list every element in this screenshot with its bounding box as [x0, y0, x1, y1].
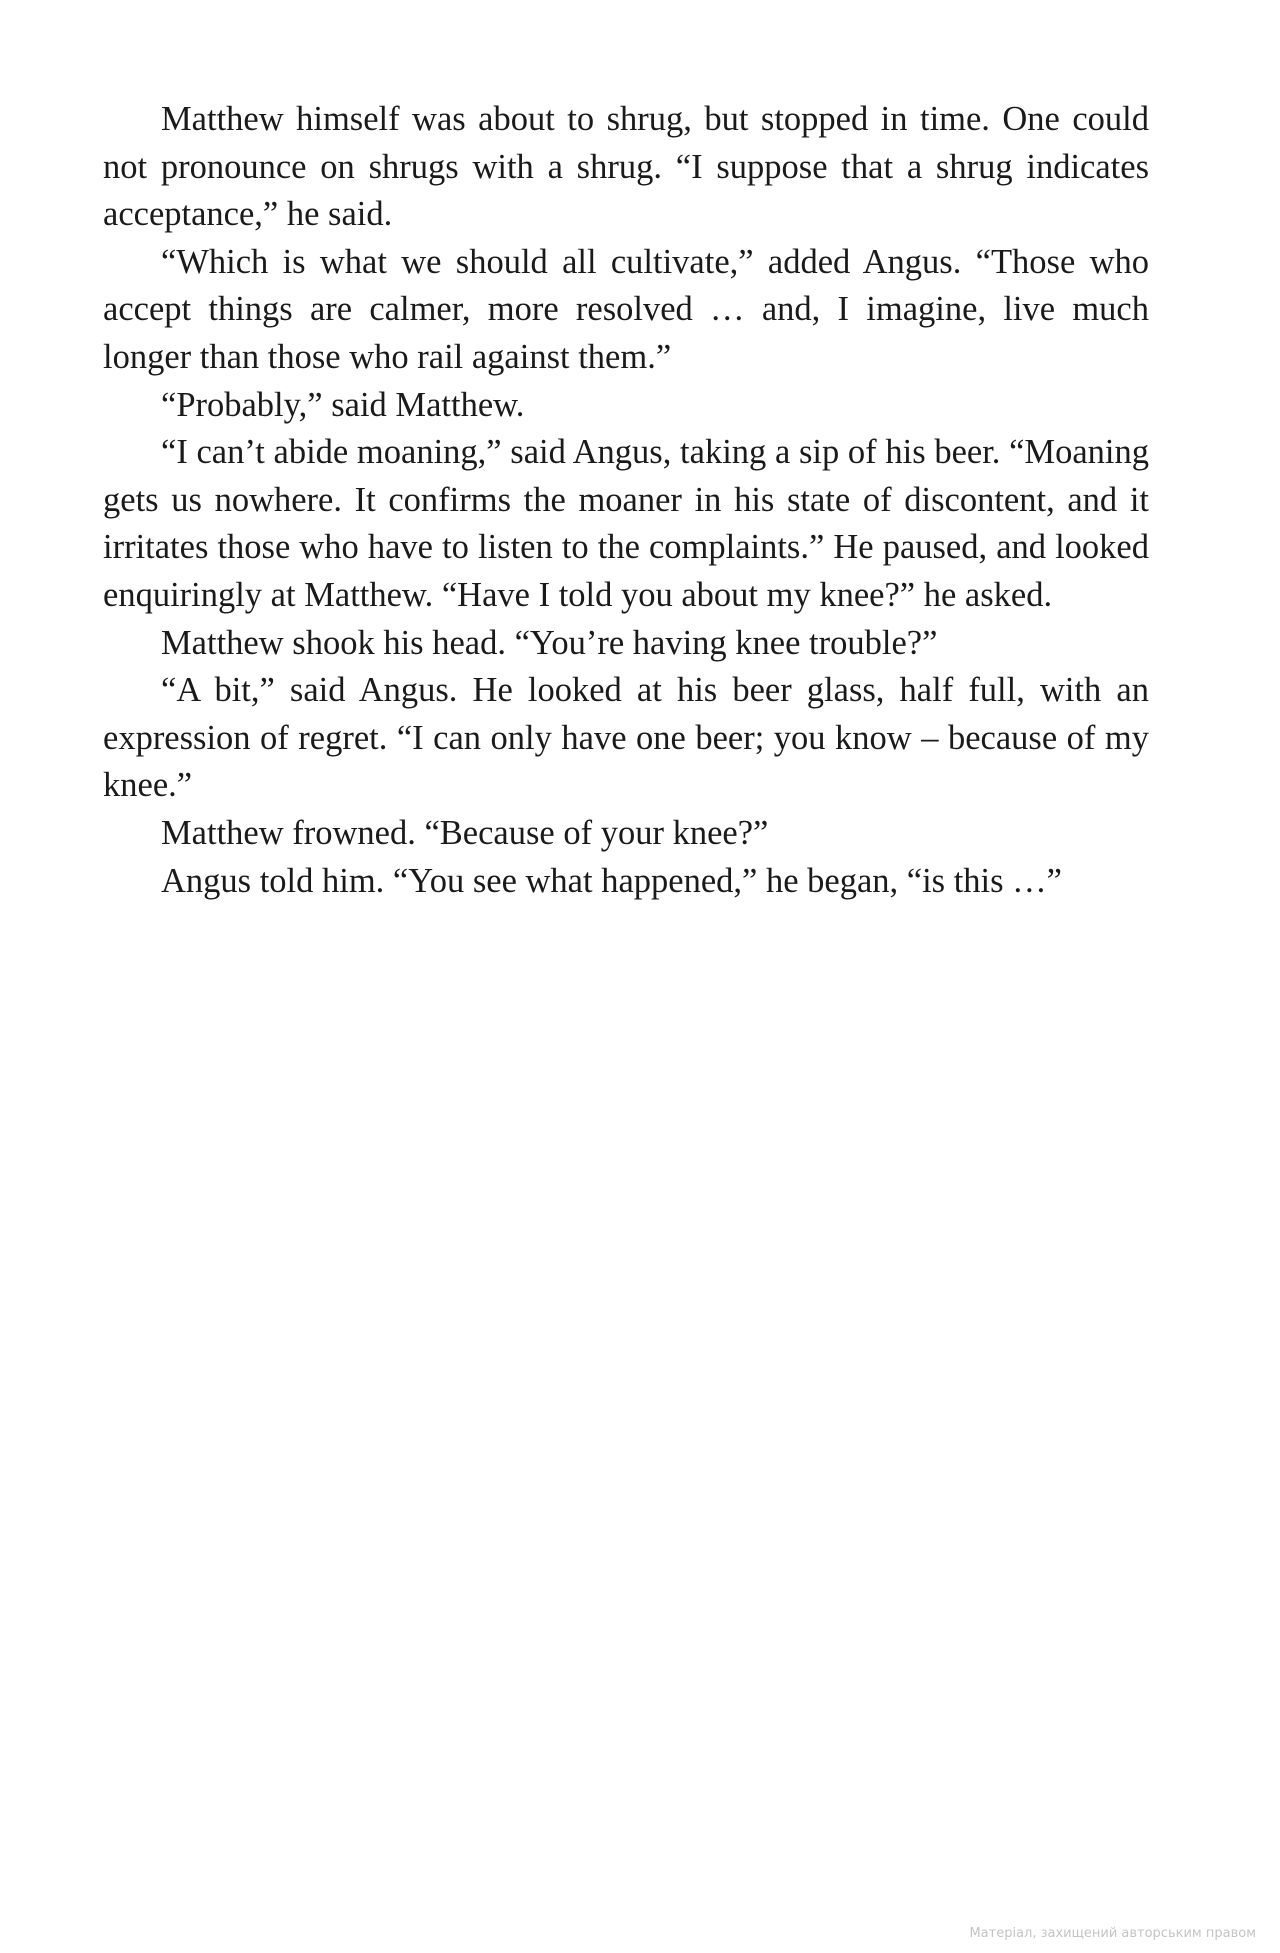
paragraph: “Which is what we should all cultivate,” added Angus. “Those who accept things are calmer, more resolved … and, I imagine, live much longer than those who rail against them.”	[103, 242, 1149, 376]
paragraph: Angus told him. “You see what happened,” he began, “is this …”	[161, 861, 1062, 900]
paragraph: “Probably,” said Matthew.	[161, 385, 525, 424]
copyright-watermark: Матеріал, захищений авторським правом	[969, 1926, 1256, 1941]
paragraph: Matthew shook his head. “You’re having knee trouble?”	[161, 623, 938, 662]
paragraph: Matthew himself was about to shrug, but stopped in time. One could not pronounce on shrugs with a shrug. “I suppose that a shrug indicates acceptance,” he said.	[103, 100, 1149, 234]
paragraph: “A bit,” said Angus. He looked at his beer glass, half full, with an expression of regret. “I can only have one beer; you know – because of my knee.”	[103, 671, 1149, 805]
page-body	[103, 96, 1149, 905]
paragraph: Matthew frowned. “Because of your knee?”	[161, 813, 769, 852]
paragraph: “I can’t abide moaning,” said Angus, taking a sip of his beer. “Moaning gets us nowhere. It confirms the moaner in his state of discontent, and it irritates those who have to listen to the complaints.” He paused, and looked enquiringly at Matthew. “Have I told you about my knee?” he asked.	[103, 433, 1149, 614]
